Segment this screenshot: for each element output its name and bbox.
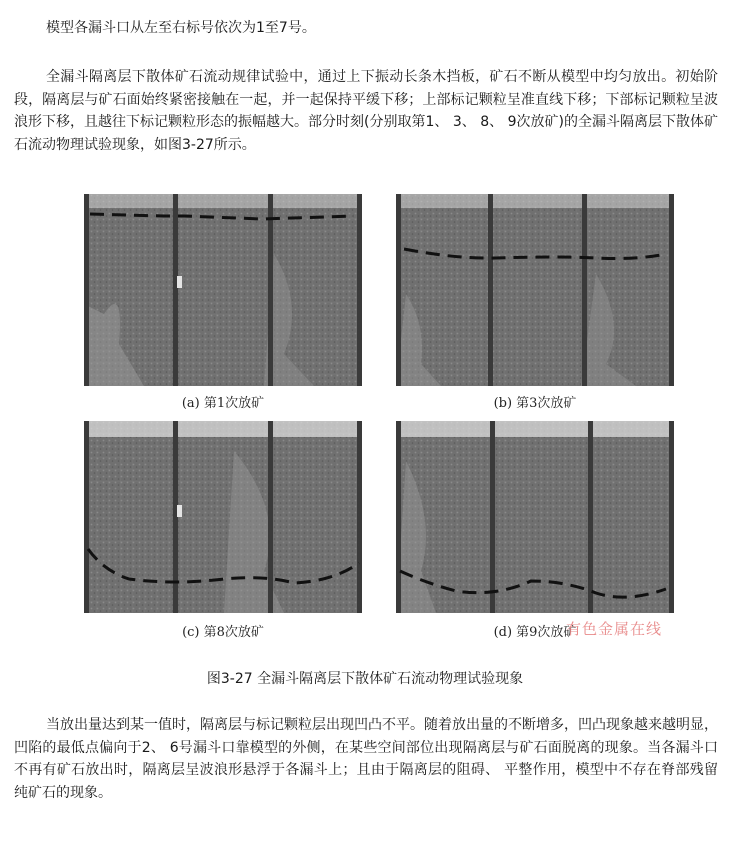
caption-b: (b) 第3次放矿 bbox=[493, 396, 577, 411]
figure-caption: 图3-27 全漏斗隔离层下散体矿石流动物理试验现象 bbox=[206, 671, 524, 687]
figure-3-27 bbox=[84, 189, 680, 641]
photo-b bbox=[396, 194, 674, 386]
caption-d: (d) 第9次放矿 bbox=[493, 625, 577, 640]
intro-paragraph: 模型各漏斗口从左至右标号依次为1至7号。 bbox=[46, 20, 316, 36]
photo-c bbox=[84, 421, 362, 613]
photo-a bbox=[84, 194, 362, 386]
caption-a: (a) 第1次放矿 bbox=[181, 396, 265, 411]
watermark-text: 有色金属在线 bbox=[566, 620, 663, 638]
photo-d bbox=[396, 421, 674, 613]
conclusion-paragraph: 当放出量达到某一值时，隔离层与标记颗粒层出现凹凸不平。随着放出量的不断增多，凹凸现象越来越明显，凹陷的最低点偏向于2、 6号漏斗口靠模型的外侧，在某些空间部位出现隔离层与矿石面脱离的现象。当各漏斗口不再有矿石放出时，隔离层呈波浪形悬浮于各漏斗上；且由于隔离层的阻碍、 平整作用，模型中不存在脊部残留纯矿石的现象。 bbox=[14, 717, 718, 801]
caption-c: (c) 第8次放矿 bbox=[182, 625, 264, 640]
experiment-paragraph: 全漏斗隔离层下散体矿石流动规律试验中，通过上下振动长条木挡板，矿石不断从模型中均匀放出。初始阶段，隔离层与矿石面始终紧密接触在一起，并一起保持平缓下移；上部标记颗粒呈准直线下移；下部标记颗粒呈波浪形下移，且越往下标记颗粒形态的振幅越大。部分时刻(分别取第1、 3、 8、 9次放矿)的全漏斗隔离层下散体矿石流动物理试验现象，如图3-27所示。 bbox=[14, 69, 718, 153]
